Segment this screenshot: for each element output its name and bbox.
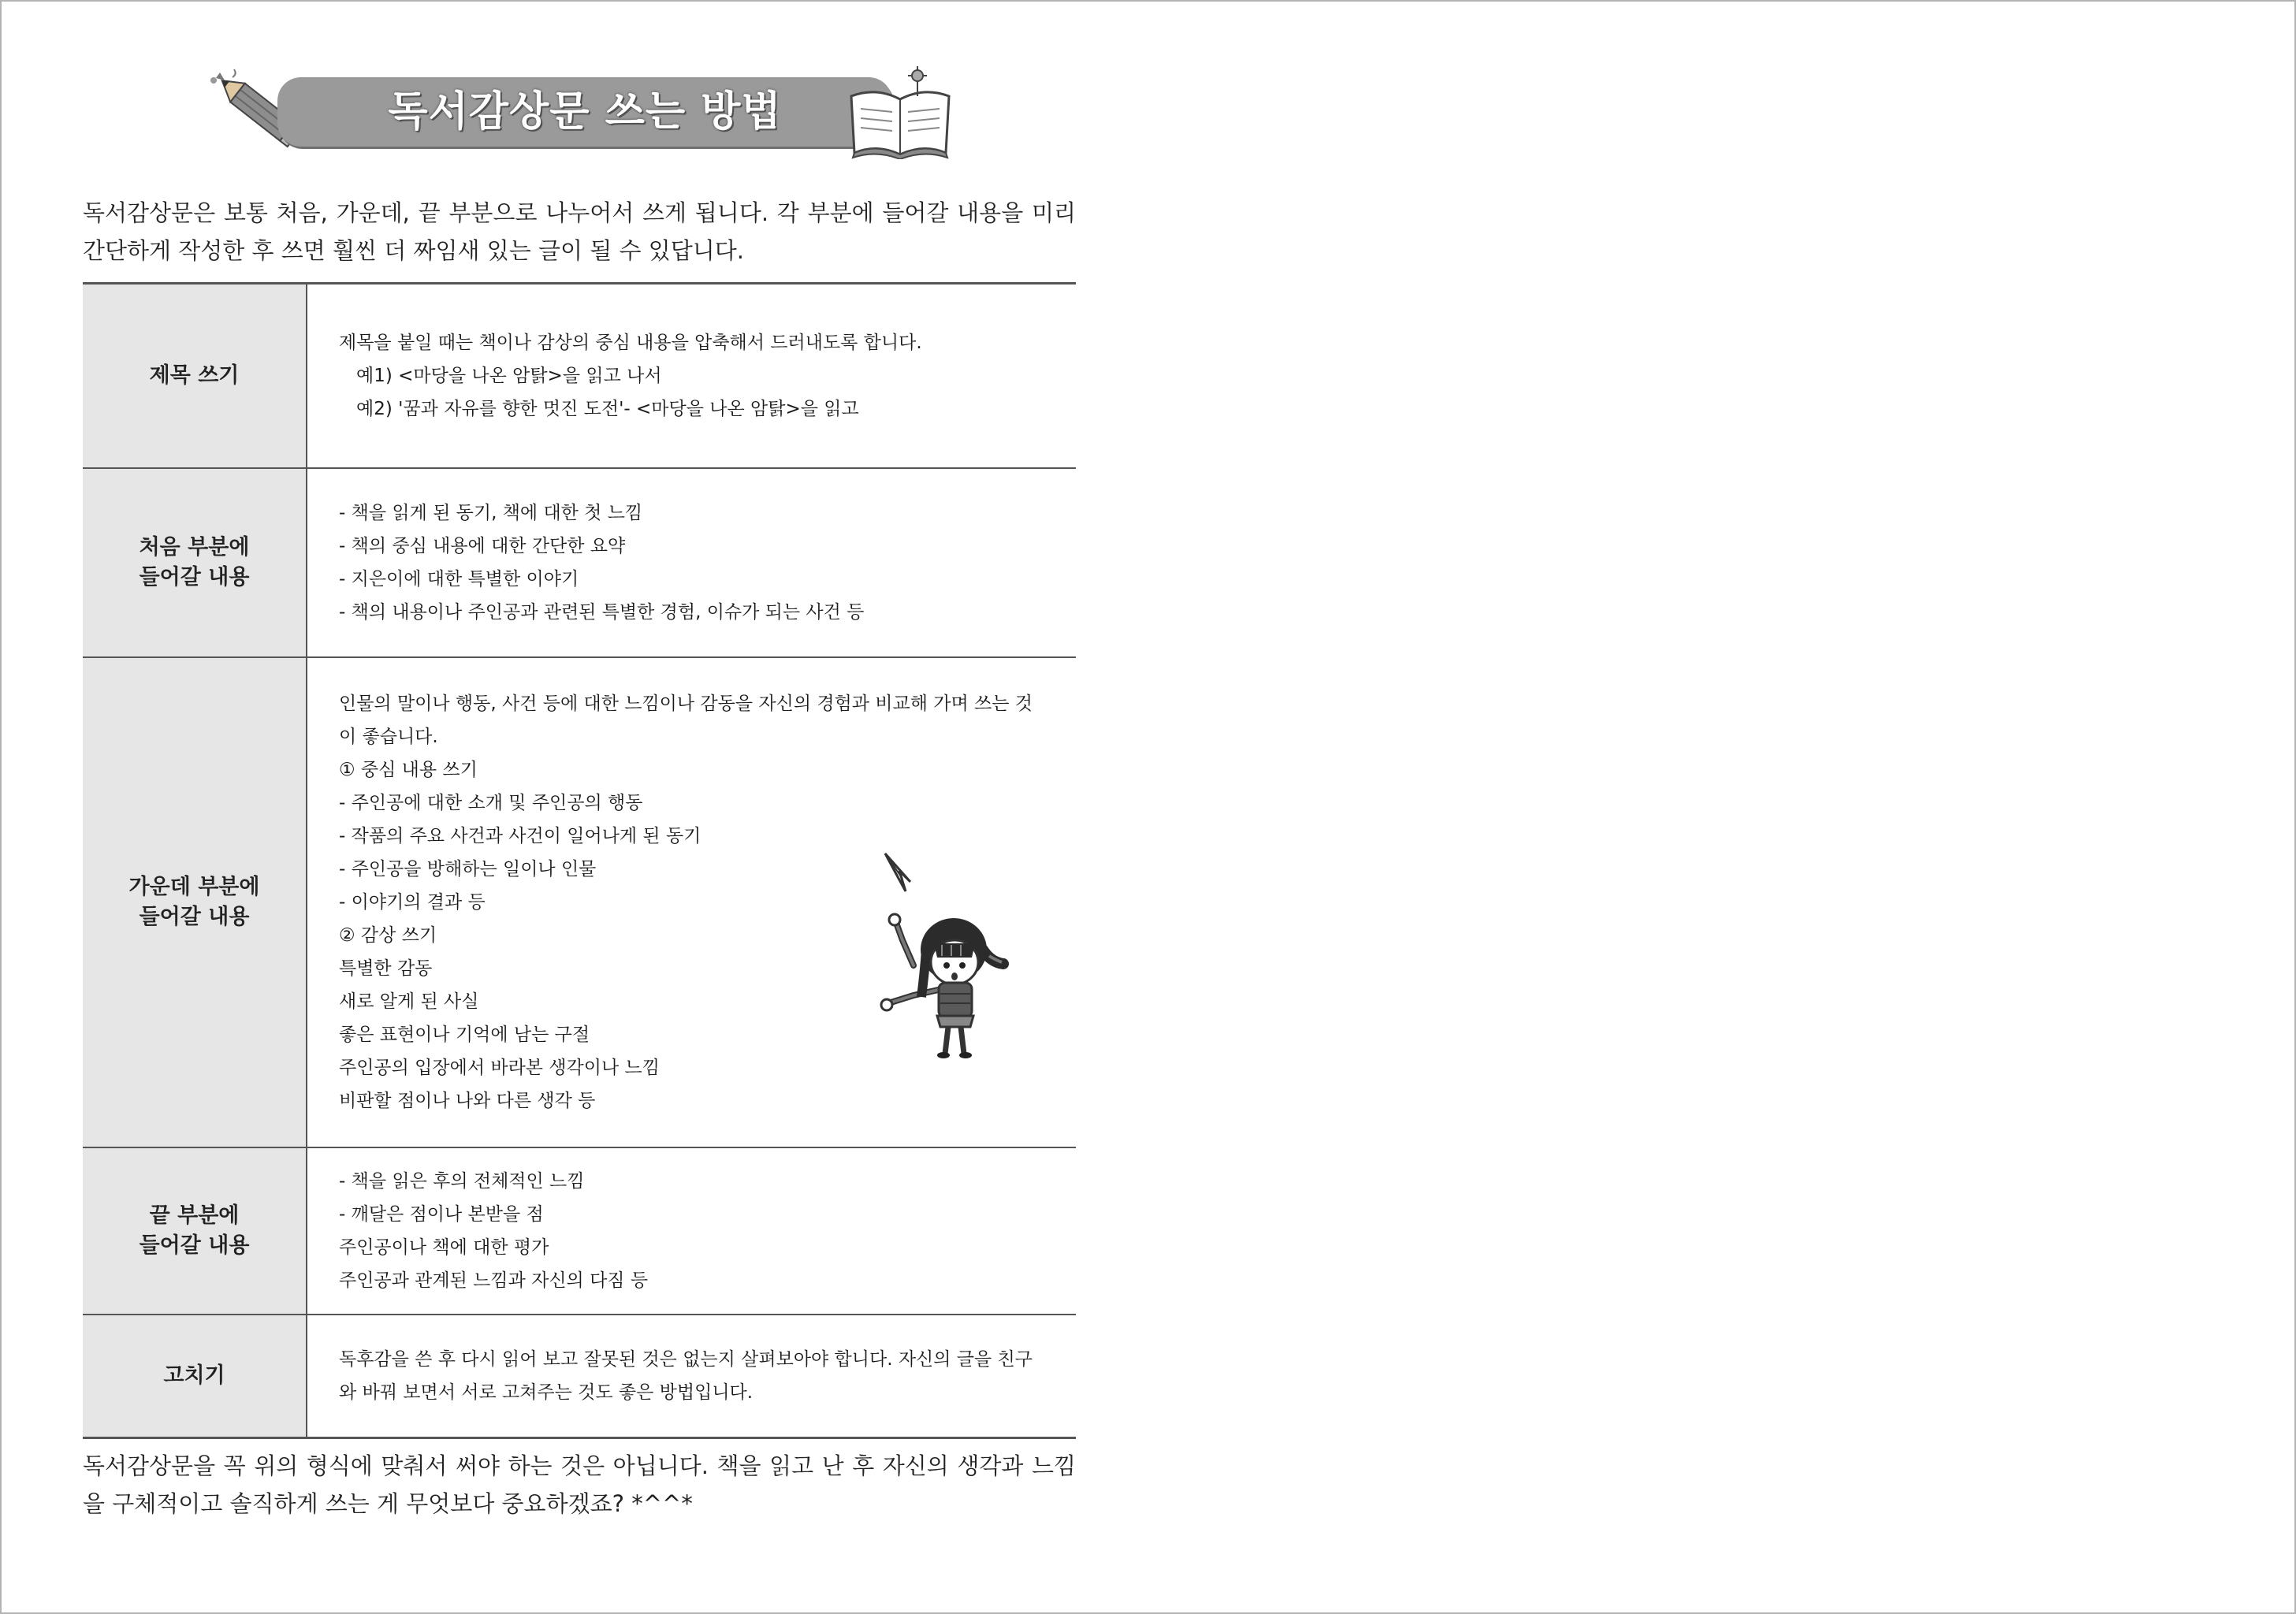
content-line: 새로 알게 된 사실 [339,991,479,1012]
content-line: 주인공이나 책에 대한 평가 [339,1237,549,1258]
content-line: - 책을 읽게 된 동기, 책에 대한 첫 느낌 [339,503,643,523]
left-page [2,2,1149,1614]
row-label-beginning [83,469,307,656]
row-label-text: 가운데 부분에 [128,875,260,899]
table-row [83,1315,1076,1437]
row-content-revise [307,1315,1076,1437]
row-label-revise [83,1315,307,1437]
content-line: 예2) '꿈과 자유를 향한 멋진 도전'- <마당을 나온 암탉>을 읽고 [356,399,859,419]
table-row [83,469,1076,658]
content-line: - 깨달은 점이나 본받을 점 [339,1204,544,1225]
content-line: - 지은이에 대한 특별한 이야기 [339,569,579,589]
table-row [83,658,1076,1148]
content-line: 독후감을 쓴 후 다시 읽어 보고 잘못된 것은 없는지 살펴보아야 합니다. 자신의 글을 친구와 바꿔 보면서 서로 고쳐주는 것도 좋은 방법입니다. [339,1349,1033,1403]
row-content-beginning [307,469,1076,656]
open-book-icon [845,65,955,159]
content-line: ① 중심 내용 쓰기 [339,760,478,780]
content-line: ② 감상 쓰기 [339,925,437,946]
title-banner-area [203,63,951,158]
content-line: - 책을 읽은 후의 전체적인 느낌 [339,1171,585,1192]
content-line: 제목을 붙일 때는 책이나 감상의 중심 내용을 압축해서 드러내도록 합니다. [339,333,922,353]
right-page-blank [1149,2,2296,1614]
content-line: - 책의 중심 내용에 대한 간단한 요약 [339,536,626,556]
row-label-title [83,284,307,467]
closing-paragraph: 독서감상문을 꼭 위의 형식에 맞춰서 써야 하는 것은 아닙니다. 책을 읽고 난 후 자신의 생각과 느낌을 구체적이고 솔직하게 쓰는 게 무엇보다 중요하겠죠? *^^* [83,1452,1076,1517]
content-line: 예1) <마당을 나온 암탉>을 읽고 나서 [356,366,662,386]
content-line: 특별한 감동 [339,958,433,979]
content-line: - 책의 내용이나 주인공과 관련된 특별한 경험, 이슈가 되는 사건 등 [339,602,865,623]
table-row [83,284,1076,469]
girl-illustration [879,847,1029,1060]
content-line: 비판할 점이나 나와 다른 생각 등 [339,1091,596,1111]
content-line: 인물의 말이나 행동, 사건 등에 대한 느낌이나 감동을 자신의 경험과 비교해 가며 쓰는 것이 좋습니다. [339,694,1033,747]
content-line: - 주인공에 대한 소개 및 주인공의 행동 [339,793,643,813]
paper-plane-icon [885,853,910,891]
row-label-text: 들어갈 내용 [139,565,250,589]
row-label-text: 고치기 [163,1363,225,1388]
content-line: 주인공의 입장에서 바라본 생각이나 느낌 [339,1058,660,1078]
content-line: - 작품의 주요 사건과 사건이 일어나게 된 동기 [339,826,701,846]
row-label-middle [83,658,307,1147]
guide-table [83,282,1076,1439]
intro-paragraph: 독서감상문은 보통 처음, 가운데, 끝 부분으로 나누어서 쓰게 됩니다. 각 부분에 들어갈 내용을 미리 간단하게 작성한 후 쓰면 훨씬 더 짜임새 있는 글이 될 수 있답니다. [83,199,1076,264]
row-content-end [307,1148,1076,1314]
row-content-middle [307,658,1076,1147]
content-line: 좋은 표현이나 기억에 남는 구절 [339,1025,590,1045]
content-line: 주인공과 관계된 느낌과 자신의 다짐 등 [339,1270,649,1291]
row-content-title [307,284,1076,467]
content-line: - 이야기의 결과 등 [339,892,486,913]
page-title: 독서감상문 쓰는 방법 [388,88,782,136]
row-label-text: 제목 쓰기 [149,363,240,388]
row-label-end [83,1148,307,1314]
row-label-text: 처음 부분에 [139,535,250,560]
table-row [83,1148,1076,1315]
row-label-text: 들어갈 내용 [139,1233,250,1258]
content-line: - 주인공을 방해하는 일이나 인물 [339,859,597,880]
row-label-text: 끝 부분에 [149,1203,240,1228]
row-label-text: 들어갈 내용 [139,905,250,929]
